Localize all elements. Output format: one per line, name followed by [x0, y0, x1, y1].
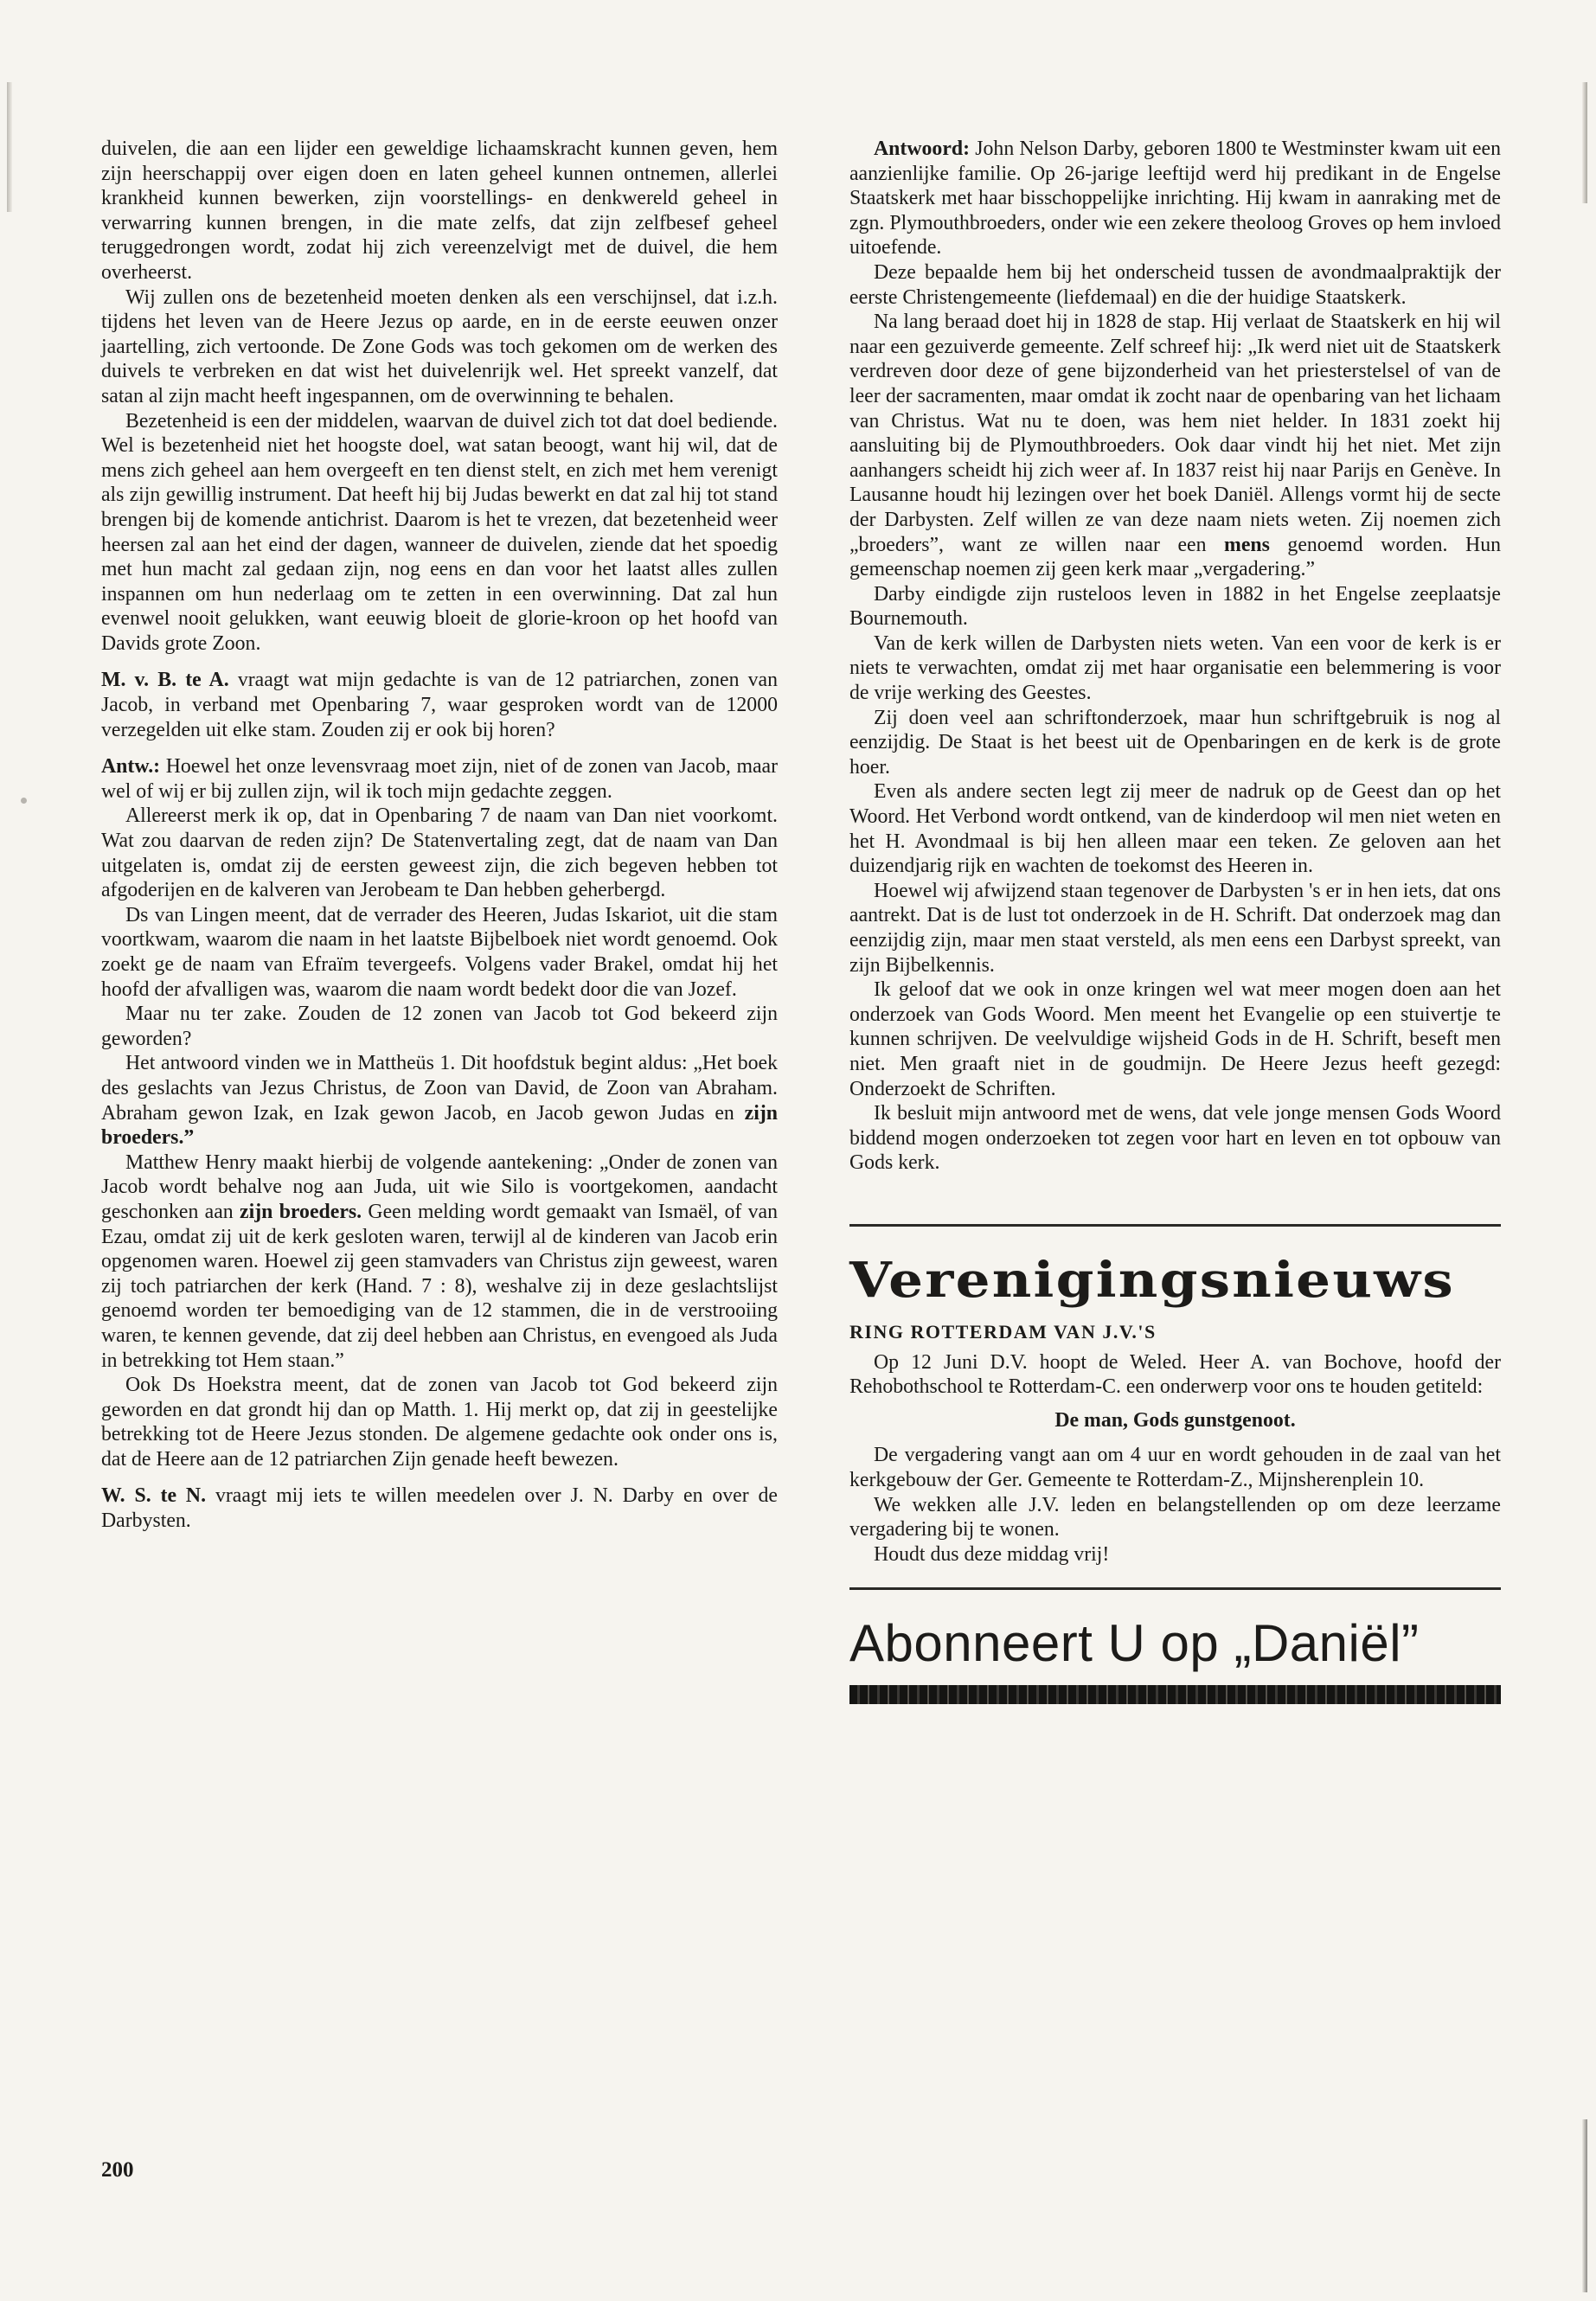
left-column — [101, 137, 778, 1534]
paragraph: Van de kerk willen de Darbysten niets weten. Van een voor de kerk is er niets te verwachten, omdat zij met haar organisatie een belemmering is voor de vrije werking des Geestes. — [849, 631, 1501, 705]
paragraph: Darby eindigde zijn rusteloos leven in 1882 in het Engelse zeeplaatsje Bournemouth. — [849, 582, 1501, 631]
talk-title: De man, Gods gunstgenoot. — [1054, 1408, 1296, 1432]
paragraph: Maar nu ter zake. Zouden de 12 zonen van Jacob tot God bekeerd zijn geworden? — [101, 1003, 778, 1050]
news-subheading: RING ROTTERDAM VAN J.V.'S — [849, 1320, 1157, 1343]
quote-emphasis: zijn broeders. — [240, 1200, 362, 1223]
scan-edge-right-bottom — [1582, 2119, 1587, 2292]
reader-question-mvb — [101, 668, 778, 742]
quote-text: Geen melding wordt gemaakt van Ismaël, of van Ezau, omdat zij uit de kerk gesloten waren, terwijl al de kinderen van Jacob erin opgenomen waren. Hoewel zij geen stamvaders van Christus zijn geweest, waren zij toch patriarchen der kerk (Hand. 7 : 8), weshalve zij in deze geslachtslijst genoemd worden ter bemoediging van de 12 stammen, die in de verstrooiing waren, te kennen gevende, dat zij deel hebben aan Christus, en evengoed als Juda in betrekking tot Hem staan.” — [101, 1200, 778, 1372]
answer-label: Antwoord: — [874, 138, 971, 160]
paragraph-text: Na lang beraad doet hij in 1828 de stap. Hij verlaat de Staatskerk en hij wil naar een gezuiverde gemeente. Zelf schreef hij: „Ik werd niet uit de Staatskerk verdreven door deze of gene bijzonderheid van het priesterstelsel of van de leer der sacramenten, maar omdat ik zocht naar de openbaring van het lichaam van Christus. Wat nu te doen, was hem niet helder. In 1831 zoekt hij aansluiting bij de Plymouthbroeders. Ook daar vindt hij het niet. Met zijn aanhangers scheidt hij zich weer af. In 1837 reist hij naar Parijs en Genève. In Lausanne houdt hij lezingen over het boek Daniël. Allengs vormt hij de secte der Darbysten. Zelf willen ze van deze naam niets weten. Zij noemen zich „broeders”, want ze willen naar een — [849, 311, 1501, 556]
paragraph: Allereerst merk ik op, dat in Openbaring 7 de naam van Dan niet voorkomt. Wat zou daarvan de reden zijn? De Statenvertaling zegt, dat de naam van Dan uitgelaten is, omdat zij de eersten geweest zijn, die zich begeven hebben tot afgoderijen en de kalveren van Jerobeam te Dan hebben geherbergd. — [101, 804, 778, 902]
subscription-promo: Abonneert U op „Daniël” — [849, 1614, 1420, 1673]
paragraph: Ik besluit mijn antwoord met de wens, dat vele jonge mensen Gods Woord biddend mogen onderzoeken tot zegen voor hart en leven en tot opbouw van Gods kerk. — [849, 1102, 1501, 1175]
paragraph: Ik geloof dat we ook in onze kringen wel wat meer mogen doen aan het onderzoek van Gods Woord. Men meent het Evangelie op een stuivertje te kunnen schrijven. De veelvuldige wijsheid Gods in de H. Schrift, beseft men niet. Men graaft niet in de goudmijn. De Heere Jezus heeft gezegd: Onderzoekt de Schriften. — [849, 978, 1501, 1100]
emphasis-word: mens — [1224, 533, 1270, 556]
answer-text: John Nelson Darby, geboren 1800 te Westminster kwam uit een aanzienlijke familie. Op 26-jarige leeftijd werd hij predikant in de Engelse Staatskerk met haar bisschoppelijke inrichting. Hij kwam in aanraking met de zgn. Plymouthbroeders, onder wie een zekere theoloog Groves op hem invloed uitoefende. — [849, 138, 1501, 260]
paragraph: Ds van Lingen meent, dat de verrader des Heeren, Judas Iskariot, uit die stam voortkwam, waarom die naam in het laatste Bijbelboek niet wordt genoemd. Ook zoekt ge de naam van Efraïm tevergeefs. Volgens vader Brakel, omdat hij het hoofd der afvalligen was, waarom die naam wordt bedekt door die van Jozef. — [101, 903, 778, 1001]
answer-text: Hoewel het onze levensvraag moet zijn, niet of de zonen van Jacob, maar wel of wij er bij zullen zijn, wil ik toch mijn gedachte zeggen. — [101, 755, 778, 803]
answer-darby — [849, 137, 1501, 260]
answer-opening — [101, 754, 778, 804]
quote-text: Het antwoord vinden we in Mattheüs 1. Dit hoofdstuk begint aldus: „Het boek des geslachts van Jezus Christus, de Zoon van David, de Zoon van Abraham. Abraham gewon Izak, en Izak gewon Jacob, en Jacob gewon Judas en — [101, 1052, 778, 1125]
right-column — [849, 137, 1501, 1704]
scan-edge-left — [7, 82, 12, 212]
section-divider — [849, 1587, 1501, 1590]
scan-speck — [21, 798, 27, 804]
answer-label: Antw.: — [101, 755, 161, 779]
reader-question-wsn — [101, 1484, 778, 1533]
question-text: vraagt mij iets te willen meedelen over J. N. Darby en over de Darbysten. — [101, 1484, 778, 1533]
paragraph-darby-1828 — [849, 310, 1501, 582]
paragraph: Even als andere secten legt zij meer de nadruk op de Geest dan op het Woord. Het Verbond wordt ontkend, van de kinderdoop wil men niet weten en het H. Avondmaal is bij hen alleen maar een teken. Ze geloven aan het duizendjarig rijk en wachten de toekomst des Heeren in. — [849, 780, 1501, 878]
page-number: 200 — [101, 2158, 134, 2182]
paragraph: Zij doen veel aan schriftonderzoek, maar hun schriftgebruik is nog al eenzijdig. De Staat is het beest uit de Openbaringen en de kerk is de grote hoer. — [849, 706, 1501, 779]
news-detail: De vergadering vangt aan om 4 uur en wordt gehouden in de zaal van het kerkgebouw der Ger. Gemeente te Rotterdam-Z., Mijnsherenplein 10. — [849, 1444, 1501, 1491]
paragraph-text: genoemd worden. Hun gemeenschap noemen zij geen kerk maar „vergadering.” — [849, 533, 1501, 581]
paragraph: Hoewel wij afwijzend staan tegenover de Darbysten 's er in hen iets, dat ons aantrekt. Dat is de lust tot onderzoek in de H. Schrift. Dat onderzoek mag dan eenzijdig zijn, maar men staat versteld, als men eens een Darbyst spreekt, van zijn Bijbelkennis. — [849, 879, 1501, 977]
section-divider — [849, 1224, 1501, 1227]
quote-emphasis: zijn broeders.” — [101, 1101, 778, 1150]
paragraph: Bezetenheid is een der middelen, waarvan de duivel zich tot dat doel bediende. Wel is bezetenheid niet het hoogste doel, wat satan beoogt, want hij wil, dat de mens zich geheel aan hem overgeeft en ten dienst stelt, en zich met hem verenigt als zijn gewillig instrument. Dat heeft hij bij Judas bewerkt en dat zal hij tot stand brengen bij de komende antichrist. Daarom is het te vrezen, dat bezetenheid weer heersen zal aan het eind der dagen, wanneer de duivelen, ziende dat het spoedig met hun macht zal gedaan zijn, nog eens en dan voor het laatst alles zullen inspannen om hun nederlaag om te zetten in een overwinning. Dat zal hun evenwel nooit gelukken, want eeuwig bloeit de glorie-kroon op het hoofd van Davids grote Zoon. — [101, 409, 778, 655]
paragraph: duivelen, die aan een lijder een geweldige lichaamskracht kunnen geven, hem zijn heerschappij over eigen doen en laten geheel kunnen ontnemen, allerlei krankheid kunnen bewerken, zijn voorstellings- en denkwereld geheel in verwarring kunnen brengen, in die mate zelfs, dat zijn zelfbesef geheel teruggedrongen wordt, zodat hij zich vereenzelvigt met de duivel, die hem overheerst. — [101, 138, 778, 284]
news-detail: Houdt dus deze middag vrij! — [874, 1542, 1110, 1566]
section-title: Verenigingsnieuws — [849, 1251, 1455, 1309]
news-intro: Op 12 Juni D.V. hoopt de Weled. Heer A. van Bochove, hoofd der Rehobothschool te Rotterdam-C. een onderwerp voor ons te houden getiteld: — [849, 1350, 1501, 1399]
paragraph-matthew-quote — [101, 1051, 778, 1150]
question-sender: W. S. te N. — [101, 1484, 207, 1508]
quote-text: Matthew Henry maakt hierbij de volgende aantekening: „Onder de zonen van Jacob wordt behalve nog aan Juda, uit wie Silo is voortgekomen, aandacht geschonken aan — [101, 1150, 778, 1223]
paragraph: Wij zullen ons de bezetenheid moeten denken als een verschijnsel, dat i.z.h. tijdens het leven van de Heere Jezus op aarde, en in de eerste eeuwen onzer jaartelling, zich vertoonde. De Zone Gods was toch gekomen om de werken des duivels te verbreken en dat wist het duivelenrijk wel. Het spreekt vanzelf, dat satan al zijn macht heeft ingespannen, om de overwinning te behalen. — [101, 285, 778, 407]
promo-bar — [849, 1685, 1501, 1704]
paragraph-henry-quote — [101, 1150, 778, 1373]
question-text: vraagt wat mijn gedachte is van de 12 patriarchen, zonen van Jacob, in verband met Openbaring 7, waar gesproken wordt van de 12000 verzegelden uit elke stam. Zouden zij er ook bij horen? — [101, 669, 778, 741]
paragraph: Ook Ds Hoekstra meent, dat de zonen van Jacob tot God bekeerd zijn geworden en dat grondt hij dan op Matth. 1. Hij merkt op, dat zij in geestelijke betrekking tot de Heere Jezus stonden. De algemene gedachte ook onder ons is, dat de Heere aan de 12 patriarchen Zijn genade heeft bewezen. — [101, 1374, 778, 1471]
paragraph: Deze bepaalde hem bij het onderscheid tussen de avondmaalpraktijk der eerste Christengemeente (liefdemaal) en die der huidige Staatskerk. — [849, 260, 1501, 309]
question-sender: M. v. B. te A. — [101, 669, 229, 692]
news-detail: We wekken alle J.V. leden en belangstellenden op om deze leerzame vergadering bij te wonen. — [849, 1493, 1501, 1541]
scan-edge-right-top — [1582, 82, 1587, 203]
